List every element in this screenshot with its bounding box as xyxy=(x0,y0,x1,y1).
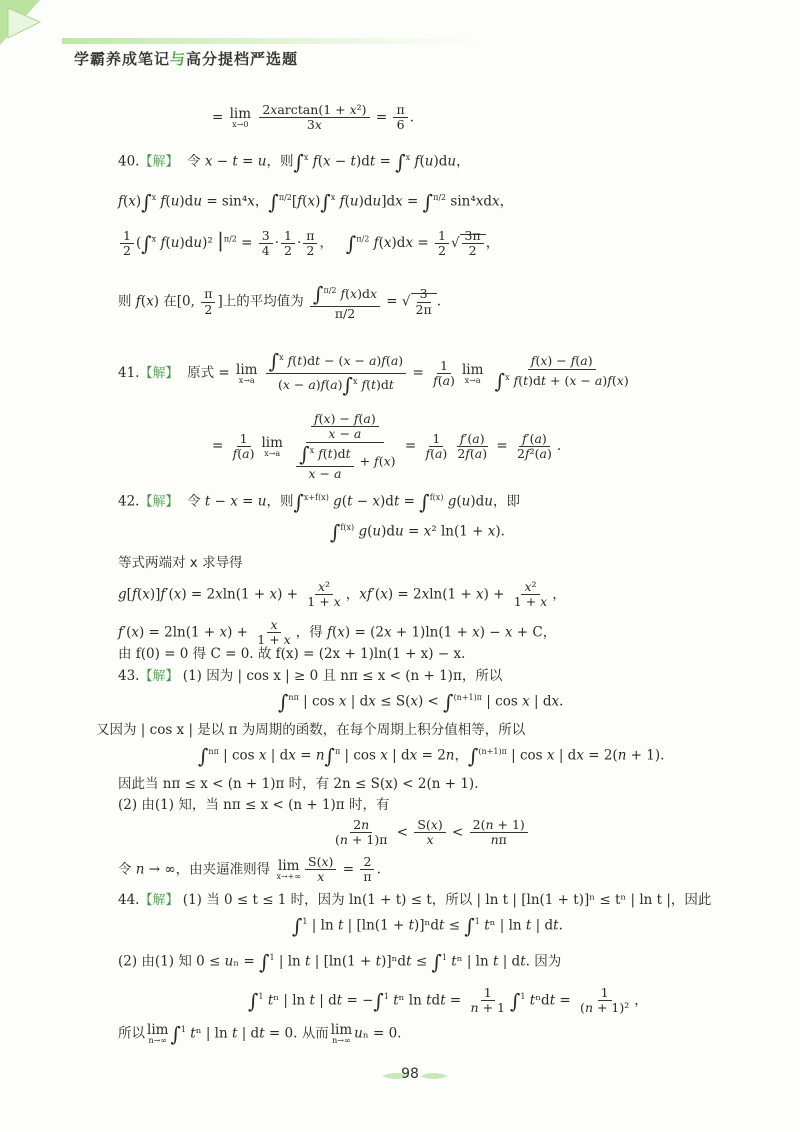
page-number: 98 xyxy=(401,1066,419,1082)
q43-line-b: ∫$^{n\pi}$ | cos x | dx ≤ S(x) < ∫$^{(n+1)\pi}$ | cos x | dx. xyxy=(278,690,564,714)
q43-line-g: $\frac{2n}{(n + 1)\pi}$ < $\frac{S(x)}{x}$ < $\frac{2(n + 1)}{n\pi}$ xyxy=(330,818,530,848)
q44-line-d: ∫$^1$ tⁿ | ln t | dt = −∫$^1$ tⁿ ln tdt = $\frac{1}{n + 1}$ ∫$^1$ tⁿdt = $\frac{1}{\text{(n + 1)²}}$ ， xyxy=(248,985,648,1016)
q42-line-f: 由 f(0) = 0 得 C = 0. 故 f(x) = (2x + 1)ln(1 + x) − x. xyxy=(118,646,466,662)
q41-number: 41. xyxy=(118,365,140,381)
q43-line-f: (2) 由(1) 知，当 nπ ≤ x < (n + 1)π 时，有 xyxy=(118,797,390,813)
q40-line-a: 40.【解】 令 x − t = u，则∫$^x$ f(x − t)dt = ∫$^x$ f(u)du， xyxy=(118,150,470,174)
leaf-right-icon xyxy=(420,1072,448,1080)
q44-tag: 【解】 xyxy=(139,893,179,908)
q42-line-e: f′(x) = 2ln(1 + x) + $\frac{x}{1 + x}$ ，得 f(x) = (2x + 1)ln(1 + x) − x + C， xyxy=(118,617,557,648)
q44-number: 44. xyxy=(118,892,140,908)
header-bar xyxy=(62,38,482,44)
q40-tag: 【解】 xyxy=(139,154,179,170)
q43-line-c: 又因为 | cos x | 是以 π 为周期的函数，在每个周期上积分值相等，所以 xyxy=(96,722,526,738)
q40-line-c: $\frac{1}{2}$ (∫$^x$ f(u)du)² $|^{\pi/2}$ = $\frac{3}{4}$ · $\frac{1}{2}$ · $\frac{\pi}{2}$ ， ∫$^{\pi/2}$ f(x)dx = $\frac{1}{2}$ √ $\frac{3\pi}{2}$ ， xyxy=(118,228,499,258)
header-title-part3: 高分提档严选题 xyxy=(186,50,299,68)
q41-line-a: 41.【解】 原式 = lim x→a $\frac{\int^x f(t)dt - (x - a)f(a)}{(x - a)f(a)\int^x f(t)dt}$ = $\frac{1}{f(a)}$ lim x→a $\frac{f(x) - f(a)}{\int^x f(t)dt + (x - a)f(x)}$ xyxy=(118,349,629,397)
q44-line-a xyxy=(118,892,711,909)
q43-number: 43. xyxy=(118,668,140,684)
q43-tag: 【解】 xyxy=(139,669,179,684)
q44-line-b: ∫$^1$ | ln t | [ln(1 + t)]ⁿdt ≤ ∫$^1$ tⁿ | ln t | dt. xyxy=(292,914,563,938)
header-title-part1: 学霸养成笔记 xyxy=(74,50,171,68)
line-continuation: = lim x→0 $\frac{\text{2xarctan(1 + x²)}}{3x}$ = $\frac{\pi}{6}$ . xyxy=(212,102,414,133)
q42-tag: 【解】 xyxy=(139,494,179,510)
q44-line-c: (2) 由(1) 知 0 ≤ uₙ = ∫$^1$ | ln t | [ln(1 + t)]ⁿdt ≤ ∫$^1$ tⁿ | ln t | dt. 因为 xyxy=(118,950,562,974)
q42-line-d: g[f(x)]f′(x) = 2xln(1 + x) + $\frac{\text{x²}}{1 + x}$ ，xf′(x) = 2xln(1 + x) + $\frac{\text{x²}}{1 + x}$ ， xyxy=(118,579,566,610)
q40-line-d: 则 f(x) 在[0, $\frac{\pi}{2}$ ]上的平均值为 $\frac{\int^{\pi/2} f(x)dx}{\pi/2}$ = √ $\frac{3}{2\pi}$ . xyxy=(118,282,441,321)
q42-line-b: ∫$^{f(x)}$ g(u)du = x² ln(1 + x). xyxy=(330,520,505,544)
corner-decoration xyxy=(0,0,70,60)
header-title-part2: 与 xyxy=(170,50,187,68)
q43-line-e: 因此当 nπ ≤ x < (n + 1)π 时，有 2n ≤ S(x) < 2(n + 1). xyxy=(118,776,479,792)
q40-line-b: f(x)∫$^x$ f(u)du = sin⁴x，∫$^{\pi/2}$[f(x)∫$^x$ f(u)du]dx = ∫$^{\pi/2}$ sin⁴xdx， xyxy=(118,190,514,214)
q42-number: 42. xyxy=(118,493,140,510)
q43-line-h: 令 n → ∞，由夹逼准则得 lim x→+∞ $\frac{S(x)}{x}$ = $\frac{2}{\pi}$ . xyxy=(118,854,381,885)
q41-tag: 【解】 xyxy=(139,366,179,381)
q43-a-text: (1) 因为 | cos x | ≥ 0 且 nπ ≤ x < (n + 1)π，所以 xyxy=(182,668,503,684)
q43-line-d: ∫$^{n\pi}$ | cos x | dx = n∫$^\pi$ | cos x | dx = 2n，∫$^{(n+1)\pi}$ | cos x | dx = 2(n + 1). xyxy=(198,744,665,768)
q44-a-text: (1) 当 0 ≤ t ≤ 1 时，因为 ln(1 + t) ≤ t，所以 | ln t | [ln(1 + t)]ⁿ ≤ tⁿ | ln t |，因此 xyxy=(182,892,712,908)
q42-line-a: 42.【解】 令 t − x = u，则∫$^{x+f(x)}$ g(t − x)dt = ∫$^{f(x)}$ g(u)du，即 xyxy=(118,490,520,514)
header-title xyxy=(74,48,298,69)
q41-line-b: = $\frac{1}{f(a)}$ lim x→a $\frac{f(x) - f(a)}{x - a}$ $\frac{\int^x f(t)dt}{x - a}$ + f(x) = $\frac{1}{f(a)}$ $\frac{f'(a)}{2f(a)}$ = $\frac{f'(a)}{\text{2f²(a)}}$ . xyxy=(212,411,562,481)
q43-line-a xyxy=(118,668,502,685)
q42-line-c: 等式两端对 x 求导得 xyxy=(118,555,243,571)
q40-number: 40. xyxy=(118,153,140,170)
q44-line-e: 所以 lim n→∞ ∫$^1$ tⁿ | ln t | dt = 0. 从而 lim n→∞ uₙ = 0. xyxy=(118,1022,402,1046)
